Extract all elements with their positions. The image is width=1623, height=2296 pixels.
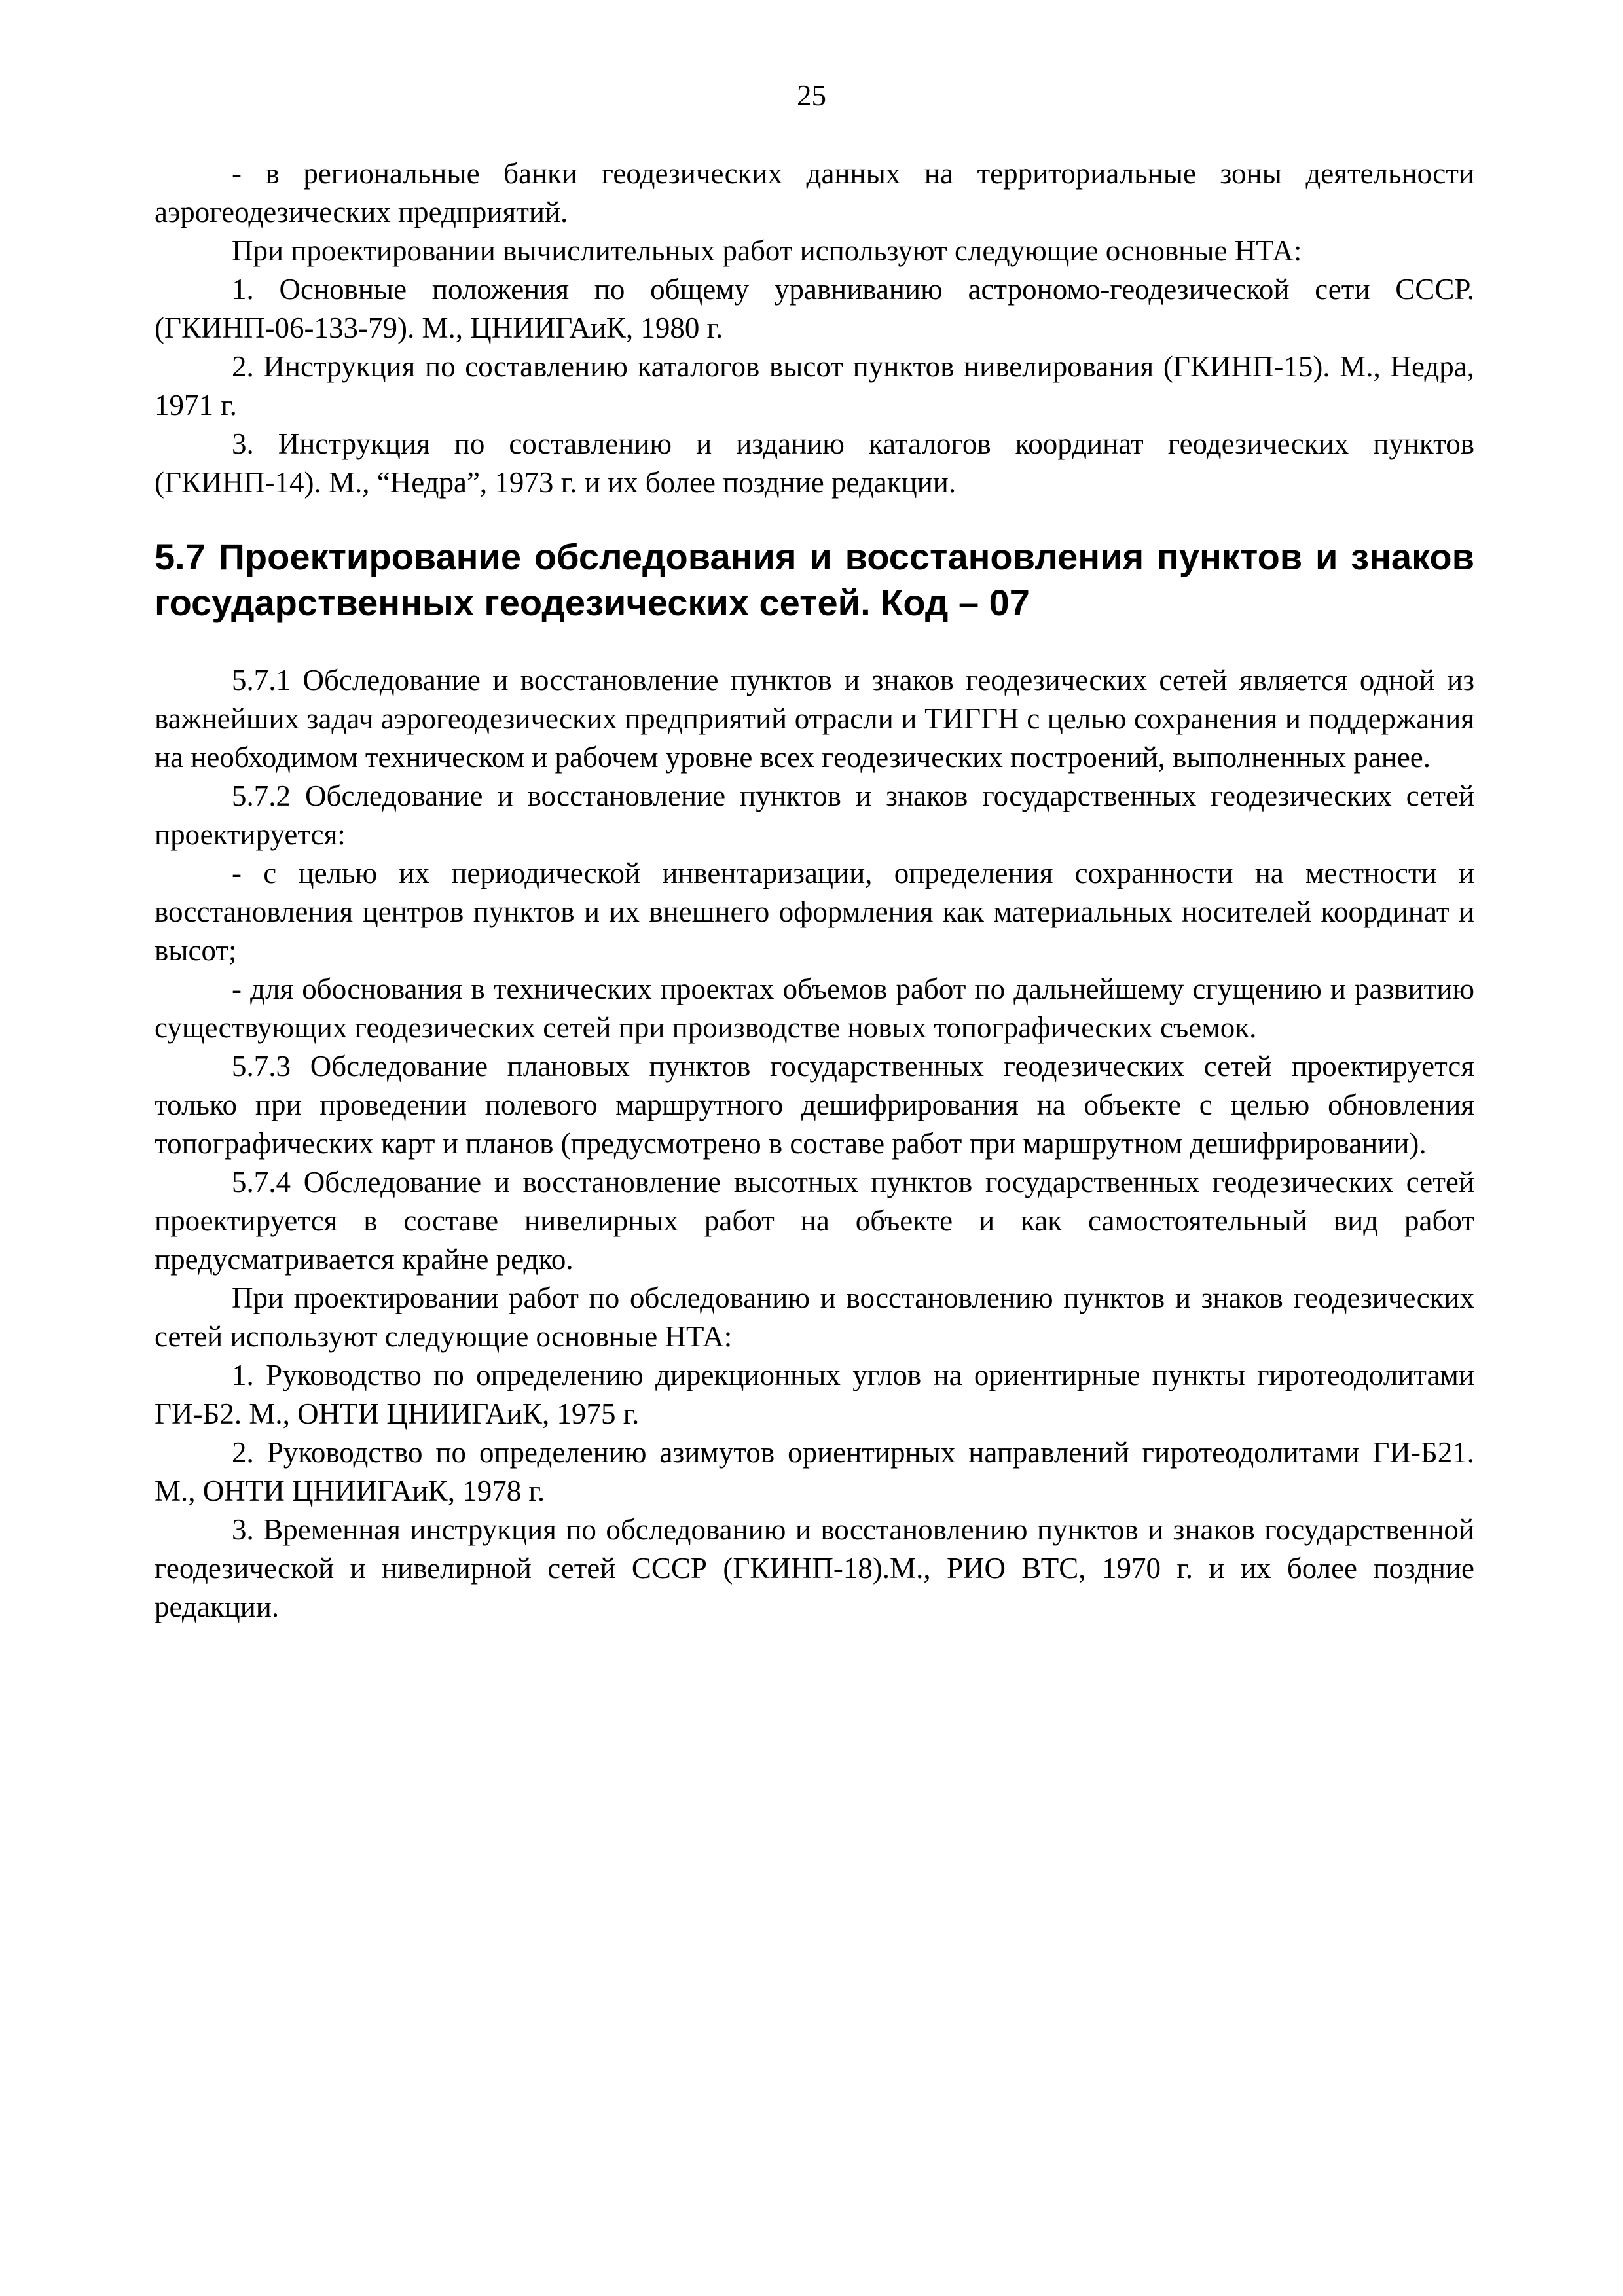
paragraph: 2. Руководство по определению азимутов ориентирных направлений гиротеодолитами ГИ-Б21. М., ОНТИ ЦНИИГАиК, 1978 г. <box>155 1436 1474 1507</box>
paragraph: 3. Инструкция по составлению и изданию каталогов координат геодезических пунктов (ГКИНП-14). М., “Недра”, 1973 г. и их более поздние редакции. <box>155 427 1474 499</box>
paragraph: - для обоснования в технических проектах объемов работ по дальнейшему сгущению и развитию существующих геодезических сетей при производстве новых топографических съемок. <box>155 973 1474 1044</box>
paragraph: 2. Инструкция по составлению каталогов высот пунктов нивелирования (ГКИНП-15). М., Недра, 1971 г. <box>155 350 1474 422</box>
paragraph: - с целью их периодической инвентаризации, определения сохранности на местности и восстановления центров пунктов и их внешнего оформления как материальных носителей координат и высот; <box>155 857 1474 967</box>
paragraph: 5.7.4 Обследование и восстановление высотных пунктов государственных геодезических сетей проектируется в составе нивелирных работ на объекте и как самостоятельный вид работ предусматривается крайне редко. <box>155 1166 1474 1276</box>
intro-text-block <box>155 154 1474 502</box>
paragraph: 1. Руководство по определению дирекционных углов на ориентирные пункты гиротеодолитами ГИ-Б2. М., ОНТИ ЦНИИГАиК, 1975 г. <box>155 1359 1474 1430</box>
paragraph: - в региональные банки геодезических данных на территориальные зоны деятельности аэрогеодезических предприятий. <box>155 157 1474 228</box>
paragraph: При проектировании вычислительных работ используют следующие основные НТА: <box>232 234 1302 267</box>
paragraph: При проектировании работ по обследованию и восстановлению пунктов и знаков геодезических сетей используют следующие основные НТА: <box>155 1282 1474 1353</box>
paragraph: 1. Основные положения по общему уравниванию астрономо-геодезической сети СССР. (ГКИНП-06-133-79). М., ЦНИИГАиК, 1980 г. <box>155 273 1474 344</box>
paragraph: 3. Временная инструкция по обследованию и восстановлению пунктов и знаков государственной геодезической и нивелирной сетей СССР (ГКИНП-18).М., РИО ВТС, 1970 г. и их более поздние редакции. <box>155 1513 1474 1623</box>
section-text-block <box>155 661 1474 1626</box>
paragraph: 5.7.1 Обследование и восстановление пунктов и знаков геодезических сетей является одной из важнейших задач аэрогеодезических предприятий отрасли и ТИГГН с целью сохранения и поддержания на необходимом техническом и рабочем уровне всех геодезических построений, выполненных ранее. <box>155 664 1474 774</box>
paragraph: 5.7.2 Обследование и восстановление пунктов и знаков государственных геодезических сетей проектируется: <box>155 780 1474 851</box>
section-heading: 5.7 Проектирование обследования и восстановления пунктов и знаков государственных геодезических сетей. Код – 07 <box>155 536 1474 623</box>
page-number: 25 <box>797 79 826 112</box>
paragraph: 5.7.3 Обследование плановых пунктов государственных геодезических сетей проектируется только при проведении полевого маршрутного дешифрирования на объекте с целью обновления топографических карт и планов (предусмотрено в составе работ при маршрутном дешифрировании). <box>155 1050 1474 1160</box>
